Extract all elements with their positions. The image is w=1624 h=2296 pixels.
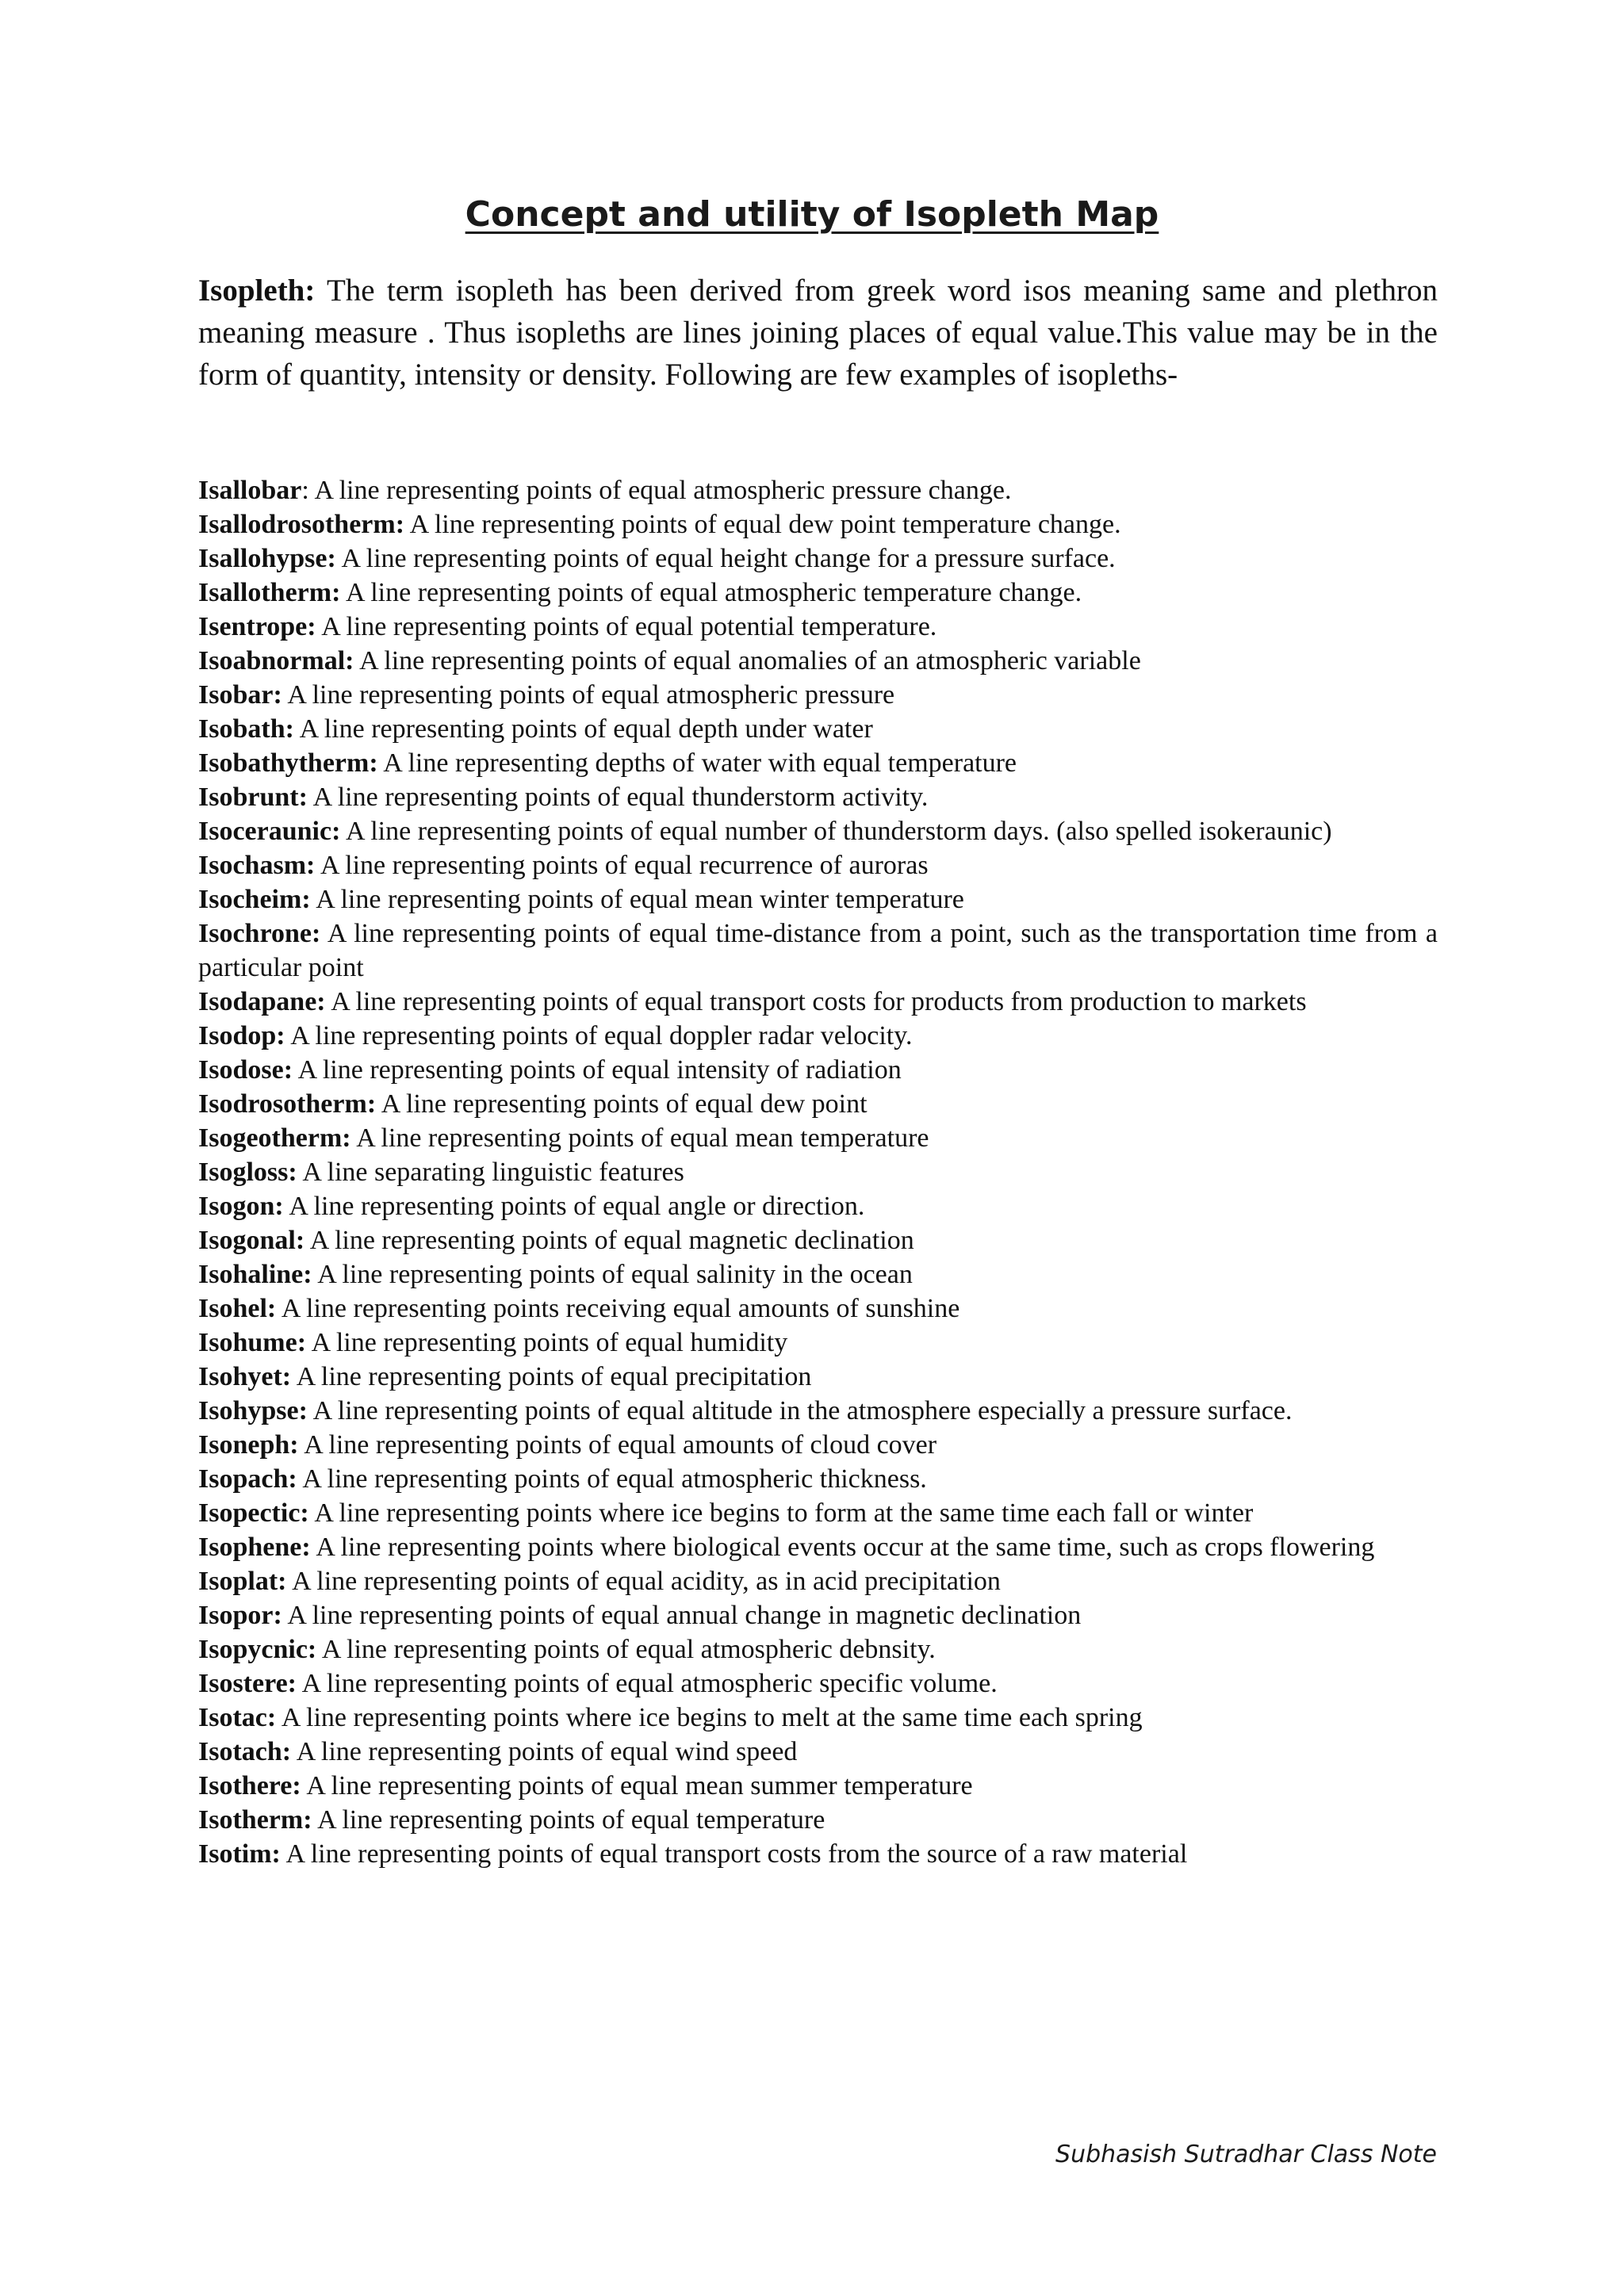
term-entry [198, 1292, 1438, 1326]
term-definition: A line representing points where ice begins to melt at the same time each spring [281, 1703, 1143, 1732]
term-entry [198, 1155, 1438, 1189]
term-name: Isobrunt: [198, 783, 308, 812]
term-definition: A line representing points of equal atmospheric specific volume. [301, 1669, 998, 1698]
intro-term: Isopleth: [198, 274, 316, 308]
term-definition: A line representing depths of water with equal temperature [383, 748, 1017, 778]
term-name: Isotherm: [198, 1805, 312, 1835]
intro-text: The term isopleth has been derived from greek word isos meaning same and plethron meaning measure . Thus isopleths are lines joining places of equal value.This value may be in the form of quantity, intensity or density. Following are few examples of isopleths- [198, 274, 1438, 392]
term-entry [198, 1019, 1438, 1053]
term-entry [198, 916, 1438, 985]
term-name: Isopach: [198, 1464, 297, 1494]
term-entry [198, 1598, 1438, 1632]
term-definition: A line representing points of equal humidity [311, 1328, 788, 1357]
term-definition: A line representing points of equal salinity in the ocean [317, 1260, 913, 1289]
term-entry [198, 1735, 1438, 1769]
term-entry [198, 1564, 1438, 1598]
term-definition: A line representing points of equal recurrence of auroras [320, 851, 929, 880]
term-name: Isodop: [198, 1021, 285, 1050]
term-name: Isotac: [198, 1703, 277, 1732]
term-definition: A line representing points of equal annual change in magnetic declination [287, 1601, 1082, 1630]
term-definition: A line representing points where biological events occur at the same time, such as crops flowering [316, 1533, 1375, 1562]
term-name: Isochrone: [198, 919, 321, 948]
term-name: Isodose: [198, 1055, 293, 1085]
term-definition: A line representing points of equal transport costs from the source of a raw material [285, 1839, 1188, 1869]
term-name: Isallohypse: [198, 544, 336, 573]
term-entry [198, 1189, 1438, 1223]
term-definition: A line representing points of equal mean winter temperature [316, 885, 964, 914]
term-definition: A line representing points of equal transport costs for products from production to markets [331, 987, 1307, 1016]
term-definition: A line representing points receiving equal amounts of sunshine [281, 1294, 960, 1323]
term-entry [198, 1087, 1438, 1121]
term-definition: A line representing points of equal number of thunderstorm days. (also spelled isokeraunic) [346, 817, 1332, 846]
term-definition: A line representing points of equal dew point temperature change. [409, 510, 1121, 539]
term-entry [198, 1667, 1438, 1701]
term-entry [198, 541, 1438, 576]
term-name: Isobath: [198, 714, 294, 744]
term-entry [198, 985, 1438, 1019]
term-entry [198, 1223, 1438, 1257]
term-definition: A line representing points of equal altitude in the atmosphere especially a pressure surface. [312, 1396, 1293, 1425]
term-definition: A line representing points of equal anomalies of an atmospheric variable [359, 646, 1141, 675]
term-name: Isallotherm: [198, 578, 341, 607]
term-entry [198, 1701, 1438, 1735]
term-entry [198, 1837, 1438, 1871]
term-entry [198, 507, 1438, 541]
term-definition: A line representing points of equal doppler radar velocity. [290, 1021, 913, 1050]
term-name: Isoabnormal: [198, 646, 354, 675]
term-definition: A line representing points of equal atmospheric debnsity. [321, 1635, 936, 1664]
term-definition: A line representing points where ice begins to form at the same time each fall or winter [314, 1498, 1254, 1528]
term-entry [198, 644, 1438, 678]
term-definition: A line representing points of equal wind speed [296, 1737, 798, 1766]
term-name: Isallodrosotherm: [198, 510, 405, 539]
term-entry [198, 1428, 1438, 1462]
term-definition: A line representing points of equal time-distance from a point, such as the transportation time from a particular point [198, 919, 1438, 982]
term-name: Isohume: [198, 1328, 307, 1357]
term-name: Isothere: [198, 1771, 301, 1800]
term-entry [198, 712, 1438, 746]
footer-note: Subhasish Sutradhar Class Note [1055, 2141, 1437, 2168]
term-entry [198, 1326, 1438, 1360]
term-name: Isoplat: [198, 1567, 287, 1596]
term-name: Isentrope: [198, 612, 316, 641]
term-definition: A line representing points of equal height change for a pressure surface. [341, 544, 1116, 573]
page-title: Concept and utility of Isopleth Map [465, 194, 1159, 235]
term-definition: A line representing points of equal atmospheric pressure [287, 680, 895, 710]
term-separator: : [301, 476, 309, 505]
term-entry [198, 1053, 1438, 1087]
term-entry [198, 814, 1438, 848]
term-entry [198, 1257, 1438, 1292]
term-name: Isogon: [198, 1192, 284, 1221]
term-definition: A line representing points of equal potential temperature. [321, 612, 937, 641]
term-definition: A line representing points of equal depth under water [299, 714, 873, 744]
term-name: Isogloss: [198, 1158, 297, 1187]
term-definition: A line representing points of equal precipitation [296, 1362, 812, 1391]
term-name: Isohyet: [198, 1362, 292, 1391]
term-entry [198, 576, 1438, 610]
term-name: Isodrosotherm: [198, 1089, 377, 1119]
term-name: Isobar: [198, 680, 282, 710]
term-entry [198, 1496, 1438, 1530]
term-entry [198, 1803, 1438, 1837]
term-entry [198, 1530, 1438, 1564]
term-definition: A line representing points of equal atmospheric thickness. [302, 1464, 927, 1494]
term-definition: A line representing points of equal angle or direction. [289, 1192, 865, 1221]
term-definition: A line representing points of equal atmospheric temperature change. [346, 578, 1082, 607]
term-name: Isocheim: [198, 885, 311, 914]
term-entry [198, 610, 1438, 644]
term-entry [198, 882, 1438, 916]
term-entry [198, 678, 1438, 712]
term-name: Isallobar [198, 476, 302, 505]
term-name: Isogeotherm: [198, 1123, 351, 1153]
term-entry [198, 1360, 1438, 1394]
term-name: Isodapane: [198, 987, 326, 1016]
term-name: Isotach: [198, 1737, 292, 1766]
term-definition: A line representing points of equal intensity of radiation [297, 1055, 902, 1085]
term-definition: A line representing points of equal magnetic declination [309, 1226, 914, 1255]
term-entry [198, 473, 1438, 507]
term-entry [198, 1121, 1438, 1155]
term-definition: A line representing points of equal acidity, as in acid precipitation [292, 1567, 1001, 1596]
term-entry [198, 1632, 1438, 1667]
term-entry [198, 1769, 1438, 1803]
term-definition: A line representing points of equal atmospheric pressure change. [314, 476, 1012, 505]
term-definition: A line representing points of equal mean temperature [356, 1123, 929, 1153]
term-definition: A line representing points of equal mean summer temperature [306, 1771, 973, 1800]
term-name: Isophene: [198, 1533, 311, 1562]
term-name: Isostere: [198, 1669, 297, 1698]
term-entry [198, 780, 1438, 814]
term-name: Isohaline: [198, 1260, 312, 1289]
term-definition: A line representing points of equal temperature [317, 1805, 825, 1835]
term-entry [198, 1462, 1438, 1496]
term-name: Isotim: [198, 1839, 281, 1869]
term-definition: A line representing points of equal dew point [381, 1089, 868, 1119]
term-entry [198, 1394, 1438, 1428]
term-name: Isopycnic: [198, 1635, 317, 1664]
term-name: Isoceraunic: [198, 817, 341, 846]
term-name: Isopectic: [198, 1498, 309, 1528]
term-name: Isogonal: [198, 1226, 305, 1255]
term-definition: A line separating linguistic features [302, 1158, 684, 1187]
intro-paragraph [198, 270, 1438, 396]
term-name: Isoneph: [198, 1430, 299, 1460]
term-name: Isohel: [198, 1294, 277, 1323]
term-definition: A line representing points of equal thunderstorm activity. [312, 783, 929, 812]
isopleth-terms-list [198, 473, 1438, 1871]
term-entry [198, 746, 1438, 780]
term-name: Isobathytherm: [198, 748, 378, 778]
term-entry [198, 848, 1438, 882]
term-name: Isochasm: [198, 851, 316, 880]
term-name: Isopor: [198, 1601, 282, 1630]
term-name: Isohypse: [198, 1396, 308, 1425]
term-definition: A line representing points of equal amounts of cloud cover [304, 1430, 937, 1460]
